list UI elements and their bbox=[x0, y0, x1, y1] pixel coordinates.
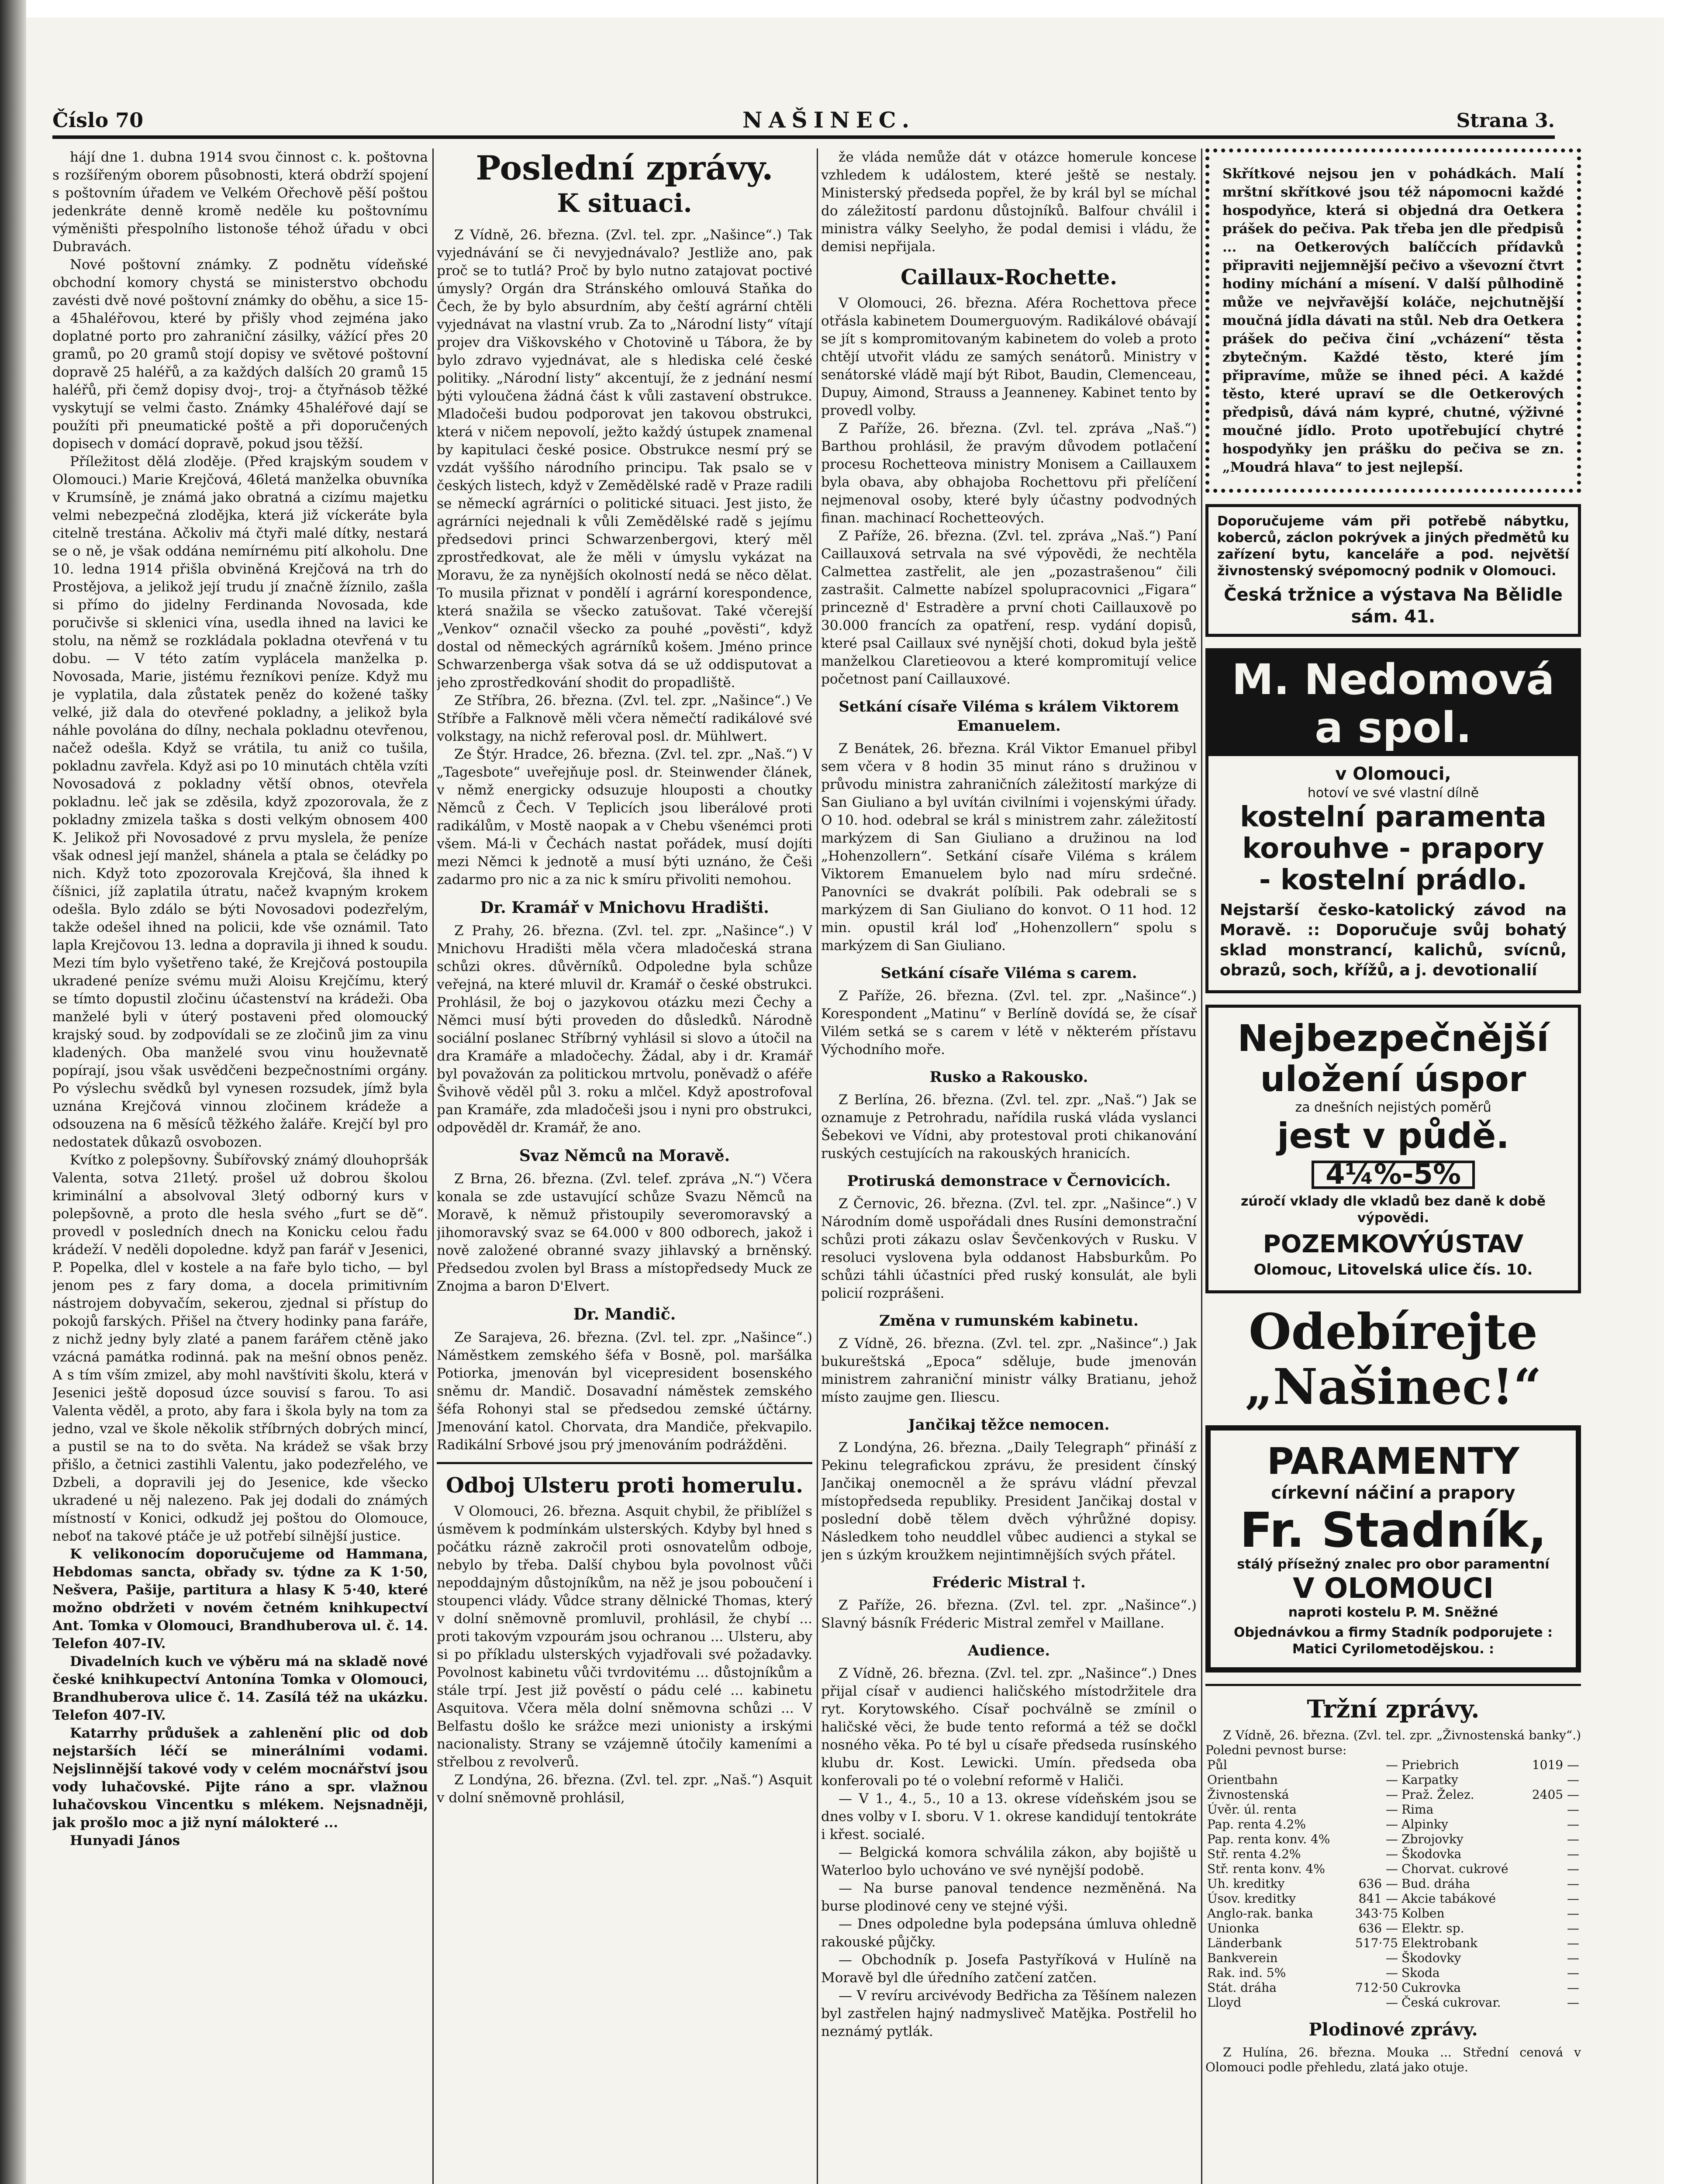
market-row bbox=[1205, 1951, 1581, 1966]
ad-firm-name: POZEMKOVÝÚSTAV bbox=[1263, 1230, 1524, 1258]
newspaper-page bbox=[26, 17, 1664, 2184]
market-name: Anglo-rak. banka bbox=[1207, 1906, 1313, 1921]
market-value: — bbox=[1385, 1758, 1398, 1772]
article-paragraph: Z Paříže, 26. března. (Zvl. tel. zpr. „Našince“.) Korespondent „Matinu“ v Berlíně dovídá se, že císař Vilém setká se s carem v létě v některém přístavu Východního moře. bbox=[821, 988, 1197, 1057]
market-name: Zbrojovky bbox=[1401, 1832, 1464, 1846]
article-paragraph: Příležitost dělá zloděje. (Před krajským soudem v Olomouci.) Marie Krejčová, 46letá manželka obuvníka v Krumsíně, je známá jako obratná a cizímu majetku velmi nebezpečná zlodějka, která již víckeráte byla citelně trestána. Ačkoliv má čtyři malé dítky, nestará se o ně, je však oddána nemírnému pití alkoholu. Dne 10. ledna 1914 přišla obviněná Krejčová na trh do Prostějova, a jelikož její trudu jí značně žíznilo, zašla si přímo do jidelny Ferdinanda Novosada, kde poručivše si sklenici vína, usedla ihned na lavici ke stolu, na němž se rozkládala pokladna otevřená v tu dobu. — V této zatím vyplácela manželka p. Novosada, Marie, jistému řezníkovi peníze. Když mu je vyplatila, dala zůstatek peněz do kožené tašky velké, již dala do otevřené pokladny, a jelikož byla náhle povolána do dílny, nechala pokladnu otevřenou, načež odešla. Když se vrátila, tu aniž co tušila, pokladnu zavřela. Když asi po 10 minutách chtěla vzíti Novosadová z pokladny větší obnos, otevřela pokladnu. leč jak se zděsila, když zpozorovala, že z pokladny zmizela taška s dosti velkým obnosem 400 K. Jelikož při Novosadové z prvu myslela, že peníze však odnesl její manžel, shánela a ptala se čeládky po nich. Když toto zpozorovala Krejčová, šla ihned k číšnici, jíž zaplatila útratu, načež kvapným krokem odešla. Bylo zdálo se býti Novosadovi podezřelým, takže odešel ihned na policii, kde vše oznámil. Tato lapla Krejčovou 13. ledna a dopravila ji ihned k soudu. Mezi tím bylo vyšetřeno také, že Krejčová postoupila ukradené peníze svému muži Aloisu Krejčímu, který se tímto dopustil zločinu účastenství na krádeži. Oba manželé byli v úterý postaveni před olomoucký krajský soud. by zodpovídali se ze zločinů jim za vinu kladených. Oba manželé svou vinu houževnatě popírají, jsou však usvědčeni bezpečnostními orgány. Po výslechu svědků byl vynesen rozsudek, jímž byla uznána Krejčová vinnou zločinem krádeže a odsouzena na 6 měsíců těžkého žaláře. Krejčí byl pro nedostatek důkazů osvobozen. bbox=[52, 454, 428, 1150]
stadnik-advertisement bbox=[1205, 1425, 1581, 1673]
market-name: Skoda bbox=[1401, 1966, 1440, 1980]
market-value: 1019 — bbox=[1532, 1758, 1579, 1772]
ad-line: Nejbezpečnější bbox=[1237, 1017, 1549, 1060]
column-3 bbox=[821, 149, 1197, 2184]
market-name: Rak. ind. 5% bbox=[1207, 1966, 1286, 1980]
ad-city: V OLOMOUCI bbox=[1293, 1572, 1494, 1605]
oetker-advertisement bbox=[1205, 149, 1581, 493]
market-row bbox=[1205, 1847, 1581, 1862]
divider bbox=[437, 1462, 812, 1464]
market-value: — bbox=[1385, 1995, 1398, 2010]
article-paragraph: — Obchodník p. Josefa Pastyříková v Hulíně na Moravě byl dle úředního zatčení zatčen. bbox=[821, 1952, 1197, 1986]
market-row bbox=[1205, 1995, 1581, 2010]
market-value: — bbox=[1385, 1802, 1398, 1817]
article-heading: Dr. Kramář v Mnichovu Hradišti. bbox=[480, 898, 769, 917]
article-paragraph: Z Vídně, 26. března. (Zvl. tel. zpr. „Našince“.) Tak vyjednávání se či nevyjednávalo? Jestliže ano, pak proč se to tutlá? Proč by bylo nutno zatajovat poctivé úmysly? Orgán dra Stránského omlouvá Staňka do Čech, že by bylo absurdním, aby čeští agrární chtěli vyjednávat na vlastní vrub. Za to „Národní listy“ vítají projev dra Viškovského v Chotovině u Tábora, že by bylo zdravo vyjednávat, ale s hlediska celé české politiky. „Národní listy“ akcentují, že z jednání nesmí býti vyloučena žádná část k vůli zastavení obstrukce. Mladočeši budou podporovat jen takovou obstrukci, která v ničem nepovolí, ježto každý ústupek znamenal by kapitulaci české posice. Obstrukce nesmí prý se vzdát vyššího národního principu. Tak psalo se v českých listech, když v Zemědělské radě v Praze radili se německí agrárníci o politické situaci. Jest jisto, že agrárníci nejednali k vůli Zemědělské radě s jejímu předsedovi princi Schwarzenbergovi, který měl zprostředkovat, ale že měli v úmyslu vykázat na Moravu, že za nynějších okolností nedá se něco dělat. To musila přiznat v pondělí i agrární korespondence, která snažila se všecko zatušovat. Také včerejší „Venkov“ označil všecko za pouhé „pověsti“, když dostal od německých agrárníků košem. Jméno prince Schwarzenberga však sotva dá se už oddisputovat a jeho zprostředkování shodit do propadliště. bbox=[437, 227, 812, 691]
market-value: — bbox=[1385, 1862, 1398, 1876]
market-title: Tržní zprávy. bbox=[1307, 1695, 1480, 1724]
market-value: — bbox=[1385, 1817, 1398, 1832]
market-row bbox=[1205, 1758, 1581, 1773]
market-row bbox=[1205, 1862, 1581, 1876]
market-value: — bbox=[1385, 1773, 1398, 1787]
column-4-ads bbox=[1205, 149, 1581, 2184]
article-heading: Svaz Němců na Moravě. bbox=[519, 1147, 730, 1165]
market-value: — bbox=[1567, 1862, 1579, 1876]
market-value: — bbox=[1567, 1876, 1579, 1891]
article-paragraph: Z Londýna, 26. března. „Daily Telegraph“ přináší z Pekinu telegrafickou zprávu, že president čínský Jančikaj onemocněl a že správu vládní převzal místopředseda republiky. President Jančikaj dostal v poslední době tělem dvěch výhrůžné dopisy. Následkem toho neuddlel vůbec audienci a stykal se jen s úzkým kroužkem nejintimnějších svých přátel. bbox=[821, 1440, 1197, 1563]
ad-text: naproti kostelu P. M. Sněžné bbox=[1288, 1605, 1498, 1620]
trznice-advertisement bbox=[1205, 504, 1581, 637]
article-paragraph: Ze Stříbra, 26. března. (Zvl. tel. zpr. „Našince“.) Ve Stříbře a Falknově měli včera němečtí radikálové své volkstagy, na nichž referoval posl. dr. Mühlwert. bbox=[437, 693, 812, 744]
article-heading: Setkání císaře Viléma s králem Viktorem Emanuelem. bbox=[839, 698, 1179, 735]
article-paragraph: Z Vídně, 26. března. (Zvl. tel. zpr. „Našince“.) Jak bukureštská „Epoca“ sděluje, bude jmenován ministrem zahraniční ministr války Bratianu, jehož místo zaujme gen. Iliescu. bbox=[821, 1336, 1197, 1405]
market-name: Bankverein bbox=[1207, 1951, 1278, 1965]
market-value: — bbox=[1567, 1980, 1579, 1995]
column-rule bbox=[1201, 149, 1202, 2184]
article-paragraph: — Belgická komora schválila zákon, aby bojiště u Waterloo bylo uchováno ve své nynější podobě. bbox=[821, 1845, 1197, 1878]
article-heading: Jančikaj těžce nemocen. bbox=[908, 1416, 1110, 1434]
market-value: 2405 — bbox=[1532, 1787, 1579, 1802]
market-value: 636 — bbox=[1358, 1876, 1398, 1891]
ad-address: Olomouc, Litovelská ulice čís. 10. bbox=[1253, 1261, 1533, 1279]
market-name: Kolben bbox=[1401, 1906, 1445, 1921]
article-paragraph: — V 1., 4., 5., 10 a 13. okrese vídeňském jsou se dnes volby v I. sboru. V 1. okrese kandidují tentokráte i křest. socialé. bbox=[821, 1791, 1197, 1842]
article-heading: Fréderic Mistral †. bbox=[932, 1574, 1086, 1591]
market-row bbox=[1205, 1802, 1581, 1817]
market-value: — bbox=[1385, 1832, 1398, 1846]
market-value: 841 — bbox=[1358, 1891, 1398, 1906]
market-value: — bbox=[1567, 1966, 1579, 1980]
market-value: — bbox=[1567, 1921, 1579, 1935]
market-name: Česká cukrovar. bbox=[1401, 1995, 1501, 2010]
article-paragraph: Z Paříže, 26. března. (Zvl. tel. zpráva „Naš.“) Paní Caillauxová setrvala na své výpovědi, že nechtěla Calmettea zastřelit, ale jen „pozastrašenou“ čili zastrašit. Calmette nabízel spolupracovnici „Figara“ princezně d' Estradère a první choti Caillauxově po 30.000 francích za opatření, resp. vydání dopisů, které psal Caillaux své nynější choti, dokud byla ještě manželkou Claretieovou a které kompromitují velice početnost paní Caillauxové. bbox=[821, 528, 1197, 687]
market-name: Priebrich bbox=[1401, 1758, 1459, 1772]
article-paragraph: Z Brna, 26. března. (Zvl. telef. zpráva „N.“) Včera konala se zde ustavující schůze Svazu Němců na Moravě, k němuž přistoupily severomoravský a jihomoravský svaz se 64.000 v 800 odborech, jakož i nově založené obranné svazy jihlavský a brněnský. Předsedou zvolen byl Brass a místopředsedy Muck ze Znojma a baron D'Elvert. bbox=[437, 1171, 812, 1294]
market-value: — bbox=[1567, 1906, 1579, 1921]
column-rule bbox=[432, 149, 434, 2184]
market-name: Půl bbox=[1207, 1758, 1227, 1772]
market-value: — bbox=[1567, 1832, 1579, 1846]
market-footnote: Z Hulína, 26. března. Mouka ... Střední cenová v Olomouci podle přehledu, zlatá jako otuje. bbox=[1205, 2045, 1581, 2074]
section-title: Poslední zprávy. bbox=[476, 149, 773, 187]
article-paragraph: Z Prahy, 26. března. (Zvl. tel. zpr. „Našince“.) V Mnichovu Hradišti měla včera mladočeská strana schůzi okres. důvěrníků. Odpoledne byla schůze veřejná, na které mluvil dr. Kramář o české obstrukci. Prohlásil, že boj o jazykovou otázku mezi Čechy a Němci musí býti proveden do důsledků. Národně sociální poslanec Stříbrný vyhlásil si slovo a útočil na dra Kramáře a mladočechy. Žádal, aby i dr. Kramář byl považován za politickou mrtvolu, poněvadž o aféře Švihově věděl půl 3. roku a mlčel. Když apostrofoval pan Kramáře, zda mladočeši jsou i nyni pro obstrukci, odpověděl dr. Kramář, že ano. bbox=[437, 923, 812, 1136]
scan-margin bbox=[0, 0, 26, 2184]
issue-number: Číslo 70 bbox=[52, 108, 144, 132]
market-value: — bbox=[1567, 1891, 1579, 1906]
market-name: Elektrobank bbox=[1401, 1936, 1478, 1950]
article-paragraph: Hunyadi János bbox=[70, 1833, 180, 1849]
ad-line: jest v půdě. bbox=[1277, 1116, 1509, 1156]
market-row bbox=[1205, 1936, 1581, 1951]
article-paragraph: Ze Štýr. Hradce, 26. března. (Zvl. tel. zpr. „Naš.“) V „Tagesbote“ uveřejňuje posl. dr. Steinwender článek, v němž energicky odsuzuje hlouposti a choutky Němců z Čech. V Teplicích jsou liberálové proti radikálům, v Mostě naopak a v Chebu všenémci proti všem. Má-li v Čechách nastat pořádek, musí dojíti mezi Němci k jednotě a musí býti uznáno, že Češi zadarmo pro nic a za nic k smíru přivoliti nemohou. bbox=[437, 746, 812, 888]
page-number: Strana 3. bbox=[1456, 110, 1555, 132]
market-value: — bbox=[1385, 1951, 1398, 1965]
ad-text: zúročí vklady dle vkladů bez daně k době výpovědi. bbox=[1241, 1194, 1546, 1226]
market-name: Unionka bbox=[1207, 1921, 1260, 1935]
market-value: 517·75 bbox=[1355, 1936, 1398, 1950]
article-heading: Odboj Ulsteru proti homerulu. bbox=[445, 1473, 803, 1498]
market-value: — bbox=[1567, 1773, 1579, 1787]
article-paragraph: hájí dne 1. dubna 1914 svou činnost c. k. poštovna s rozšířeným oborem působnosti, která obdrží spojení s poštovním úřadem ve Velkém Ořechově pěší poštou jedenkráte denně kromě neděle ku poštovnímu výměništi přespolního listonoše téhož úřadu v obci Dubravách. bbox=[52, 149, 428, 255]
market-name: Länderbank bbox=[1207, 1936, 1282, 1950]
market-name: Orientbahn bbox=[1207, 1773, 1278, 1787]
ad-city: v Olomouci, bbox=[1335, 764, 1451, 784]
market-row bbox=[1205, 1876, 1581, 1891]
market-name: Karpatky bbox=[1401, 1773, 1458, 1787]
market-row bbox=[1205, 1787, 1581, 1802]
section-subtitle: K situaci. bbox=[557, 188, 692, 218]
ad-text: hotoví ve své vlastní dílně bbox=[1307, 785, 1479, 801]
ad-text: stálý přísežný znalec pro obor paramentní bbox=[1237, 1557, 1550, 1572]
ad-line: PARAMENTY bbox=[1267, 1440, 1519, 1482]
article-paragraph: K velikonocím doporučujeme od Hammana, Hebdomas sancta, obřady sv. týdne za K 1·50, Nešvera, Pašije, partitura a hlasy K 5·40, které možno obdržeti v novém četném knihkupectví Ant. Tomka v Olomouci, Brandhuberova ul. č. 14. Telefon 407-IV. bbox=[52, 1546, 428, 1652]
market-row bbox=[1205, 1921, 1581, 1936]
article-paragraph: Z Černovic, 26. března. (Zvl. tel. zpr. „Našince“.) V Národním domě uspořádali dnes Rusíni demonstrační schůzi proti zákazu oslav Ševčenkových v Rusku. V resoluci vyslovena byla oddanost Habsburkům. Po schůzi táhli účastníci před ruský konsulát, ale byli policií rozprášeni. bbox=[821, 1196, 1197, 1301]
market-name: Uh. kreditky bbox=[1207, 1876, 1285, 1891]
market-name: Lloyd bbox=[1207, 1995, 1242, 2010]
market-value: — bbox=[1567, 1951, 1579, 1965]
article-paragraph: Z Paříže, 26. března. (Zvl. tel. zpr. „Našince“.) Slavný básník Fréderic Mistral zemřel v Maillane. bbox=[821, 1597, 1197, 1631]
market-value: — bbox=[1567, 1802, 1579, 1817]
article-paragraph: Z Vídně, 26. března. (Zvl. tel. zpr. „Našince“.) Dnes přijal císař v audienci haličského místodržitele dra ryt. Korytowského. Císař pochválně se zmínil o haličské věci, že bude tento reformá a též se dočkl nosného věka. Po té byl u císaře předseda rusínského klubu dr. Kost. Lewicki. Umín. předseda oba konferovali po té o volební reformě v Haliči. bbox=[821, 1666, 1197, 1789]
ad-firm-name: Česká tržnice a výstava Na Bělidle sám. 41. bbox=[1224, 585, 1563, 627]
market-value: — bbox=[1567, 1936, 1579, 1950]
ad-text: za dnešních nejistých poměrů bbox=[1295, 1100, 1491, 1115]
market-value: — bbox=[1385, 1847, 1398, 1861]
market-row bbox=[1205, 1817, 1581, 1832]
subscribe-slogan: Odebírejte „Našinec!“ bbox=[1245, 1303, 1542, 1416]
market-row bbox=[1205, 1773, 1581, 1787]
ad-line: uložení úspor bbox=[1260, 1059, 1526, 1099]
article-heading: Audience. bbox=[967, 1642, 1050, 1659]
market-name: Bud. dráha bbox=[1401, 1876, 1471, 1891]
ad-firm-name: Fr. Stadník, bbox=[1239, 1502, 1547, 1558]
column-2 bbox=[437, 149, 812, 2184]
article-paragraph: Nové poštovní známky. Z podnětu vídeňské obchodní komory chystá se ministerstvo obchodu zavésti dvě nové poštovní známky do oběhu, a sice 15- a 45haléřovou, které by přišly vhod zejména jako doplatné porto pro zahraniční zásilky, vážící přes 20 gramů, po 20 gramů stojí dopisy ve světové poštovní dopravě 25 haléřů, a za každých dalších 20 gramů 15 haléřů, při čemž dopisy dvoj-, troj- a čtyřnásob těžké vyskytují se velmi často. Známky 45haléřové dají se použíti při pneumatické poště a při doporučených dopisech v domácí dopravě, pokud jsou těžší. bbox=[52, 257, 428, 452]
ad-text: Doporučujeme vám při potřebě nábytku, koberců, záclon pokrývek a jiných předmětů ku zařízení bytu, kanceláře a pod. největší živnostenský svépomocný podnik v Olomouci. bbox=[1217, 514, 1569, 579]
market-name: Živnostenská bbox=[1207, 1787, 1289, 1802]
market-name: Elektr. sp. bbox=[1401, 1921, 1464, 1935]
article-paragraph: Kvítko z polepšovny. Šubířovský známý dlouhopršák Valenta, sotva 21letý. prošel už dobrou školou kriminální a absolvoval 3letý odborný kurs v polepšovně, a proto dle hesla svého „furt se dě“. provedl v posledních dnech na Konicku celou řadu krádeží. V neděli dopoledne. když pan farář v Jesenici, P. Popelka, dlel v kostele a na faře bylo ticho, — byl jenom pes z fary doma, a docela primitivním nástrojem dobyvačím, sekerou, zjednal si přístup do pokojů farských. Přišel na čtvery hodinky pana faráře, z nichž jedny byly zlaté a panem farářem ctěně jako vzácná památka rodinná. pak na mešní obnos peněz. A s tím vším zmizel, aby mohl navštíviti školu, která v Jesenici ještě doposud úzce souvisí s farou. To asi Valenta věděl, a proto, aby fara i škola byly na tom za jedno, vzal ve škole několik stříbrných dobrých mincí, a pustil se na to do světa. Na krádež se však brzy přišlo, a četnici zastihli Valentu, jako podezřelého, ve Dzbeli, a dopravili jej do Jesenice, kde všecko ukradené u něj nalezeno. Pak jej dodali do známých místností v Konici, odkudž jej poštou do Olomouce, neboť na takové ptáče je už potřebí silnější justice. bbox=[52, 1152, 428, 1544]
market-name: Pap. renta konv. 4% bbox=[1207, 1832, 1330, 1846]
pozemkovy-ustav-advertisement bbox=[1205, 1005, 1581, 1293]
market-row bbox=[1205, 1832, 1581, 1847]
article-paragraph: — Dnes odpoledne byla podepsána úmluva ohledně rakouské půjčky. bbox=[821, 1916, 1197, 1950]
column-1 bbox=[52, 149, 428, 2184]
article-paragraph: V Olomouci, 26. března. Asquit chybil, že přiblížel s úsměvem k podmínkám ulsterských. Kdyby byl hned s počátku rázně zakročil proti osnovatelům odboje, nebylo by třeba. Další chybou byla povolnost vůči nepoddajným důstojníkům, na něž je jsou poboučení i stoupenci vlády. Vůdce strany dělnické Thomas, který v dolní sněmovně promluvil, prohlásil, že chybí ... proti takovým vzpourám jsou ochranou ... Ulsteru, aby si po příkladu ulsterských vyjadřovali své požadavky. Povolnost kabinetu vůči tvrdovitému ... důstojníkům a stále trpí. Jest již pověstí o pádu celé ... kabinetu Asquitova. Včera měla dolní sněmovna schůzi ... V Belfastu došlo ke srážce mezi unionisty a irskými nacionalisty. Strany se vzájemně útočily kameními a střelbou z revolverů. bbox=[437, 1503, 812, 1770]
market-row bbox=[1205, 1980, 1581, 1995]
nedomova-advertisement bbox=[1205, 648, 1581, 993]
article-paragraph: Divadelních kuch ve výběru má na skladě nové české knihkupectví Antonína Tomka v Olomouci, Brandhuberova ulice č. 14. Zasílá též na ukázku. Telefon 407-IV. bbox=[52, 1654, 428, 1723]
market-row bbox=[1205, 1906, 1581, 1921]
article-paragraph: — V revíru arcivévody Bedřicha za Těšínem nalezen byl zastřelen hajný nadmysliveč Matějka. Postřelil ho neznámý pytlák. bbox=[821, 1988, 1197, 2039]
market-name: Praž. Želez. bbox=[1401, 1787, 1474, 1802]
column-rule bbox=[817, 149, 818, 2184]
market-name: Rima bbox=[1401, 1802, 1434, 1817]
article-paragraph: Z Berlína, 26. března. (Zvl. tel. zpr. „Naš.“) Jak se oznamuje z Petrohradu, nařídila ruská vláda vyslanci Šebekovi ve Vídni, aby protestoval proti chikanování ruských cestujících na rakouských hranicích. bbox=[821, 1092, 1197, 1161]
page-header bbox=[52, 100, 1555, 139]
article-heading: Protiruská demonstrace v Černovicích. bbox=[847, 1172, 1171, 1190]
ad-line: korouhve - prapory bbox=[1242, 833, 1544, 865]
market-subtitle: Plodinové zprávy. bbox=[1308, 2019, 1478, 2040]
market-name: Stř. renta konv. 4% bbox=[1207, 1862, 1325, 1876]
article-paragraph: Ze Sarajeva, 26. března. (Zvl. tel. zpr. „Našince“.) Náměstkem zemského šéfa v Bosně, pol. maršálka Potiorka, jmenován byl vicepresident bosenského sněmu dr. Mandič. Dosavadní náměstek zemského šéfa Rohonyi stal se předsedou zemské účtárny. Jmenování katol. Chorvata, dra Mandiče, překvapilo. Radikální Srbové jsou prý jmenováním podrážděni. bbox=[437, 1330, 812, 1453]
article-heading: Změna v rumunském kabinetu. bbox=[879, 1312, 1139, 1330]
market-value: — bbox=[1385, 1787, 1398, 1802]
market-name: Pap. renta 4.2% bbox=[1207, 1817, 1306, 1832]
market-value: 712·50 bbox=[1355, 1980, 1398, 1995]
market-name: Stř. renta 4.2% bbox=[1207, 1847, 1301, 1861]
market-row bbox=[1205, 1891, 1581, 1906]
market-name: Stát. dráha bbox=[1207, 1980, 1277, 1995]
market-name: Škodovky bbox=[1401, 1951, 1461, 1965]
masthead-title: NAŠINEC. bbox=[742, 107, 916, 133]
article-heading: Rusko a Rakousko. bbox=[929, 1068, 1088, 1086]
article-heading: Dr. Mandič. bbox=[573, 1305, 676, 1324]
market-value: — bbox=[1567, 1847, 1579, 1861]
market-value: — bbox=[1385, 1966, 1398, 1980]
market-value: 343·75 bbox=[1355, 1906, 1398, 1921]
market-value: — bbox=[1567, 1817, 1579, 1832]
article-paragraph: Z Paříže, 26. března. (Zvl. tel. zpráva „Naš.“) Barthou prohlásil, že pravým důvodem potlačení procesu Rochetteova ministry Monisem a Caillauxem byla obava, aby obhajoba Rochettovu při přelíčení nejmenoval osoby, které byly účastny podvodných finan. machinací Rochetteových. bbox=[821, 421, 1197, 526]
ad-text: Skřítkové nejsou jen v pohádkách. Malí mrštní skřítkové jsou též nápomocni každé hospodyňce, která si objedná dra Oetkera prášek do pečiva. Pak třeba jen dle předpisů ... na Oetkerových balíčcích přídavků připraviti nejjemnější pečivo a vševozní čtvrt hodiny míchání a mísení. V další půlhodině může ve nejvřavější koláče, nejchutnější moučná jídla dávati na stůl. Neb dra Oetkera prášek do pečiva činí „vcházení“ těsta zbytečným. Každé těsto, které jím připravíme, může se ihned péci. A každé těsto, které upraví se dle Oetkerových předpisů, dává nám kypré, chutné, výživné moučné jídlo. Proto upotřebující chytré hospodyňky jen prášku do pečiva se zn. „Moudrá hlava“ to jest nejlepší. bbox=[1222, 166, 1564, 475]
ad-text: Objednávkou a firmy Stadník podporujete : Matici Cyrilometodějskou. : bbox=[1233, 1625, 1553, 1657]
divider bbox=[1205, 1684, 1581, 1686]
market-name: Úvěr. úl. renta bbox=[1207, 1802, 1297, 1817]
article-paragraph: Z Benátek, 26. března. Král Viktor Emanuel přibyl sem včera v 8 hodin 35 minut ráno s družinou v průvodu ministra zahraničních záležitostí markýze di San Giuliano a byl uvítán civilními i vojenskými úřady. O 10. hod. odebral se král s ministrem zahr. záležitostí markýzem di San Giuliano a družinou na loď „Hohenzollern“. Setkání císaře Viléma s králem Viktorem Emanuelem bylo nad míru srdečné. Panovníci se dvakrát políbili. Pak odebrali se s markýzem di San Giuliano do konvot. O 11 hod. 12 min. opustil král loď „Hohenzollern“ spolu s markýzem di San Giuliano. bbox=[821, 741, 1197, 954]
article-paragraph: — Na burse panoval tendence nezměněná. Na burse plodinové ceny ve stejné výši. bbox=[821, 1880, 1197, 1914]
ad-line: - kostelní prádlo. bbox=[1259, 864, 1528, 896]
market-name: Úsov. kreditky bbox=[1207, 1891, 1296, 1906]
market-value: — bbox=[1567, 1995, 1579, 2010]
market-name: Cukrovka bbox=[1401, 1980, 1461, 1995]
article-heading: Setkání císaře Viléma s carem. bbox=[880, 964, 1137, 982]
market-name: Akcie tabákové bbox=[1401, 1891, 1496, 1906]
ad-text: Nejstarší česko-katolický závod na Moravě. :: Doporučuje svůj bohatý sklad monstrancí, kalichů, svícnů, obrazů, soch, křížů, a j. devotionalií bbox=[1220, 901, 1567, 979]
article-paragraph: Katarrhy průdušek a zahlenění plic od dob nejstarších léčí se minerálními vodami. Nejslinnější takové vody v celém mocnářství jsou vody luhačovské. Pijte ráno a spr. vlažnou luhačovskou Vincentku s mlékem. Nejsnadněji, jak prošlo moc a již nyní málokteré ... bbox=[52, 1725, 428, 1831]
article-paragraph: V Olomouci, 26. března. Aféra Rochettova přece otřásla kabinetem Doumerguovým. Radikálové obávají se jít s kompromitovaným kabinetem do voleb a proto chtějí utvořit vládu ze samých senátorů. Ministry v senátorské vládě mají být Ribot, Baudin, Clemenceau, Dupuy, Aimond, Strauss a Jeanneney. Kabinet tento by provedl volby. bbox=[821, 295, 1197, 418]
market-intro: Z Vídně, 26. března. (Zvl. tel. zpr. „Živnostenská banky“.) Poledni pevnost burse: bbox=[1205, 1728, 1581, 1757]
article-heading: Caillaux-Rochette. bbox=[901, 265, 1117, 290]
article-paragraph: že vláda nemůže dát v otázce homerule koncese vzhledem k událostem, které ještě se nestaly. Ministerský předseda popřel, že by král byl se míchal do záležitostí pardonu důstojníků. Balfour chválil i ministra války Seelyho, že podal demisi i vládu, že demisi nepřijala. bbox=[821, 149, 1197, 255]
ad-firm-name: M. Nedomová a spol. bbox=[1208, 651, 1578, 756]
market-row bbox=[1205, 1966, 1581, 1980]
interest-rate-box: 4¼%-5% bbox=[1312, 1161, 1475, 1189]
market-value: 636 — bbox=[1358, 1921, 1398, 1935]
article-paragraph: Z Londýna, 26. března. (Zvl. tel. zpr. „Naš.“) Asquit v dolní sněmovně prohlásil, bbox=[437, 1772, 812, 1806]
ad-line: církevní náčiní a prapory bbox=[1271, 1483, 1515, 1503]
ad-line: kostelní paramenta bbox=[1240, 801, 1546, 833]
market-name: Alpinky bbox=[1401, 1817, 1448, 1832]
market-name: Chorvat. cukrové bbox=[1401, 1862, 1508, 1876]
market-table bbox=[1205, 1758, 1581, 2010]
market-name: Škodovka bbox=[1401, 1847, 1462, 1861]
